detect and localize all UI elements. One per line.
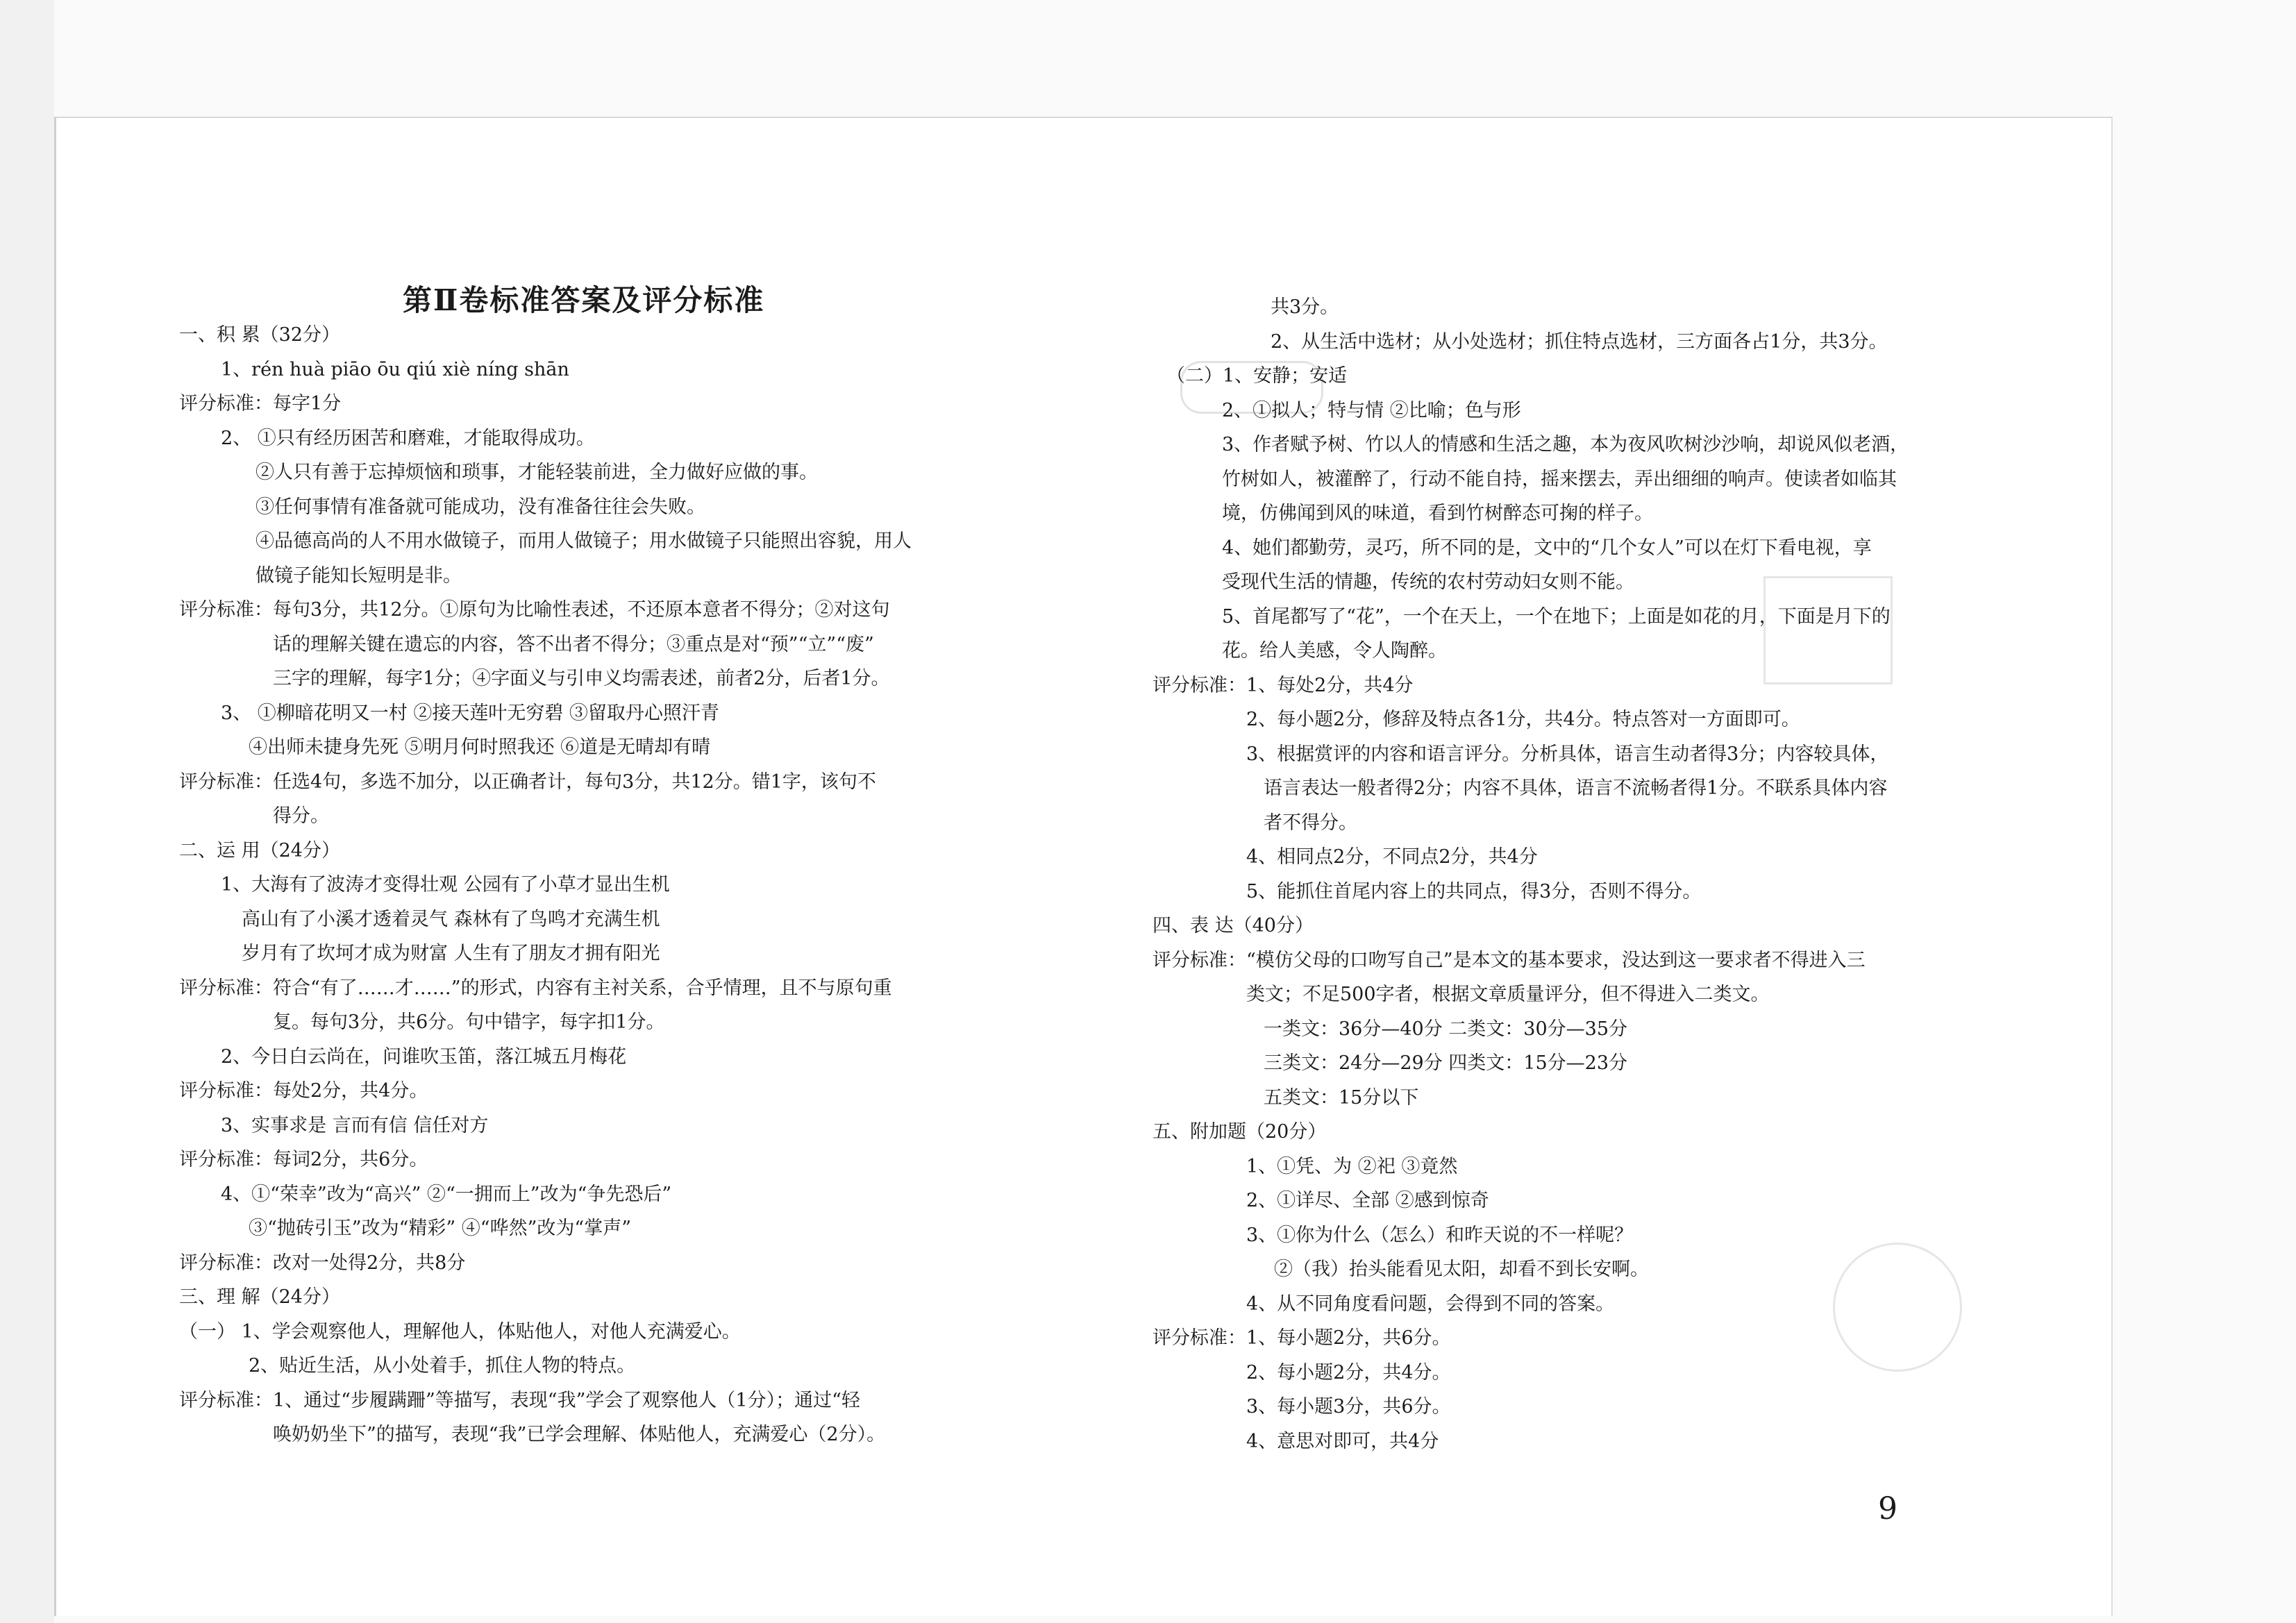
answer-line: 境，仿佛闻到风的味道，看到竹树醉态可掬的样子。: [1222, 503, 1653, 524]
page-number: 9: [1878, 1491, 1897, 1527]
answer-line: 评分标准：任选4句，多选不加分，以正确者计，每句3分，共12分。错1字，该句不: [179, 771, 876, 793]
answer-line: ④出师未捷身先死 ⑤明月何时照我还 ⑥道是无晴却有晴: [249, 737, 711, 758]
answer-line: 3、每小题3分，共6分。: [1246, 1396, 1451, 1418]
answer-line: 2、今日白云尚在，问谁吹玉笛，落江城五月梅花: [221, 1045, 627, 1068]
answer-line: 2、 ①只有经历困苦和磨难，才能取得成功。: [221, 427, 595, 449]
answer-line: 评分标准：1、每处2分，共4分: [1153, 674, 1414, 696]
answer-line: ②人只有善于忘掉烦恼和琐事，才能轻装前进，全力做好应做的事。: [255, 462, 818, 483]
answer-line: 评分标准：每字1分: [179, 393, 342, 414]
answer-line: 五、附加题（20分）: [1153, 1121, 1327, 1143]
answer-line: 得分。: [273, 805, 329, 827]
answer-line: 类文；不足500字者，根据文章质量评分，但不得进入二类文。: [1246, 984, 1770, 1005]
answer-line: 5、首尾都写了“花”，一个在天上，一个在地下；上面是如花的月，下面是月下的: [1222, 605, 1891, 628]
right-column-answers: [1153, 292, 2027, 1486]
answer-line: 4、从不同角度看问题，会得到不同的答案。: [1246, 1293, 1615, 1315]
answer-line: 唤奶奶坐下”的描写，表现“我”已学会理解、体贴他人，充满爱心（2分）。: [273, 1424, 886, 1445]
answer-line: ③“抛砖引玉”改为“精彩” ④“哗然”改为“掌声”: [249, 1218, 632, 1239]
answer-line: 评分标准：1、每小题2分，共6分。: [1153, 1327, 1451, 1349]
answer-line: （二）1、安静；安适: [1166, 365, 1348, 387]
answer-line: 3、根据赏评的内容和语言评分。分析具体，语言生动者得3分；内容较具体，: [1246, 743, 1889, 765]
answer-line: 3、①你为什么（怎么）和昨天说的不一样呢？: [1246, 1224, 1634, 1246]
answer-line: 评分标准：“模仿父母的口吻写自己”是本文的基本要求，没达到这一要求者不得进入三: [1153, 949, 1866, 971]
answer-line: 竹树如人，被灌醉了，行动不能自持，摇来摆去，弄出细细的响声。使读者如临其: [1222, 468, 1897, 490]
answer-line: 3、作者赋予树、竹以人的情感和生活之趣，本为夜风吹树沙沙响，却说风似老酒，: [1222, 434, 1909, 455]
answer-line: 评分标准：每词2分，共6分。: [179, 1149, 428, 1170]
answer-line: 2、每小题2分，修辞及特点各1分，共4分。特点答对一方面即可。: [1246, 709, 1800, 730]
answer-line: 五类文：15分以下: [1264, 1086, 1419, 1109]
answer-line: 岁月有了坎坷才成为财富 人生有了朋友才拥有阳光: [242, 943, 660, 964]
answer-line: 4、①“荣幸”改为“高兴” ②“一拥而上”改为“争先恐后”: [221, 1183, 672, 1205]
answer-line: 评分标准：每处2分，共4分。: [179, 1080, 428, 1102]
answer-line: 四、表 达（40分）: [1153, 915, 1314, 936]
answer-line: 评分标准：1、通过“步履蹒跚”等描写，表现“我”学会了观察他人（1分）；通过“轻: [179, 1389, 860, 1411]
left-page-shadow: [0, 0, 54, 1623]
answer-line: 评分标准：每句3分，共12分。①原句为比喻性表述，不还原本意者不得分；②对这句: [179, 599, 890, 621]
answer-line: ③任何事情有准备就可能成功，没有准备往往会失败。: [255, 496, 705, 518]
answer-line: 语言表达一般者得2分；内容不具体，语言不流畅者得1分。不联系具体内容: [1264, 777, 1888, 799]
answer-line: 做镜子能知长短明是非。: [255, 564, 462, 587]
answer-line: 3、 ①柳暗花明又一村 ②接天莲叶无穷碧 ③留取丹心照汗青: [221, 702, 719, 724]
page-title: 第Ⅱ卷标准答案及评分标准: [403, 283, 765, 317]
answer-line: 1、rén huà piāo ōu qiú xiè níng shān: [221, 358, 569, 380]
answer-line: 2、每小题2分，共4分。: [1246, 1361, 1451, 1384]
answer-line: 2、贴近生活，从小处着手，抓住人物的特点。: [249, 1355, 636, 1377]
answer-line: 评分标准：符合“有了……才……”的形式，内容有主衬关系，合乎情理，且不与原句重: [179, 977, 892, 999]
answer-line: 4、相同点2分，不同点2分，共4分: [1246, 846, 1538, 868]
answer-line: 2、从生活中选材；从小处选材；抓住特点选材，三方面各占1分，共3分。: [1271, 330, 1888, 353]
answer-line: 1、大海有了波涛才变得壮观 公园有了小草才显出生机: [221, 874, 670, 895]
answer-line: 一类文：36分—40分 二类文：30分—35分: [1264, 1018, 1628, 1040]
answer-line: 二、运 用（24分）: [179, 839, 340, 861]
answer-line: 三类文：24分—29分 四类文：15分—23分: [1264, 1052, 1628, 1074]
answer-line: 2、①详尽、全部 ②感到惊奇: [1246, 1190, 1489, 1211]
answer-line: 三字的理解，每字1分；④字面义与引申义均需表述，前者2分，后者1分。: [273, 668, 890, 689]
answer-line: 2、①拟人；特与情 ②比喻；色与形: [1222, 399, 1521, 421]
answer-line: 4、她们都勤劳，灵巧，所不同的是，文中的“几个女人”可以在灯下看电视，享: [1222, 537, 1872, 559]
left-column-answers: [179, 319, 1054, 1499]
answer-line: 花。给人美感，令人陶醉。: [1222, 640, 1447, 662]
answer-line: ②（我）抬头能看见太阳，却看不到长安啊。: [1274, 1259, 1649, 1280]
answer-line: 评分标准：改对一处得2分，共8分: [179, 1252, 466, 1274]
answer-line: 5、能抓住首尾内容上的共同点，得3分，否则不得分。: [1246, 880, 1702, 902]
answer-line: 者不得分。: [1264, 812, 1357, 834]
answer-line: 受现代生活的情趣，传统的农村劳动妇女则不能。: [1222, 571, 1634, 593]
answer-line: 4、意思对即可，共4分: [1246, 1430, 1439, 1452]
answer-line: 高山有了小溪才透着灵气 森林有了鸟鸣才充满生机: [242, 908, 660, 930]
answer-line: （一） 1、学会观察他人，理解他人，体贴他人，对他人充满爱心。: [179, 1320, 741, 1343]
answer-line: ④品德高尚的人不用水做镜子，而用人做镜子；用水做镜子只能照出容貌，用人: [255, 530, 912, 552]
answer-line: 3、实事求是 言而有信 信任对方: [221, 1114, 489, 1136]
answer-line: 复。每句3分，共6分。句中错字，每字扣1分。: [273, 1011, 665, 1033]
answer-line: 三、理 解（24分）: [179, 1286, 340, 1308]
answer-line: 一、积 累（32分）: [179, 324, 340, 346]
answer-line: 话的理解关键在遗忘的内容，答不出者不得分；③重点是对“预”“立”“废”: [273, 633, 874, 655]
answer-line: 1、①凭、为 ②祀 ③竟然: [1246, 1155, 1458, 1177]
answer-line: 共3分。: [1271, 296, 1339, 318]
